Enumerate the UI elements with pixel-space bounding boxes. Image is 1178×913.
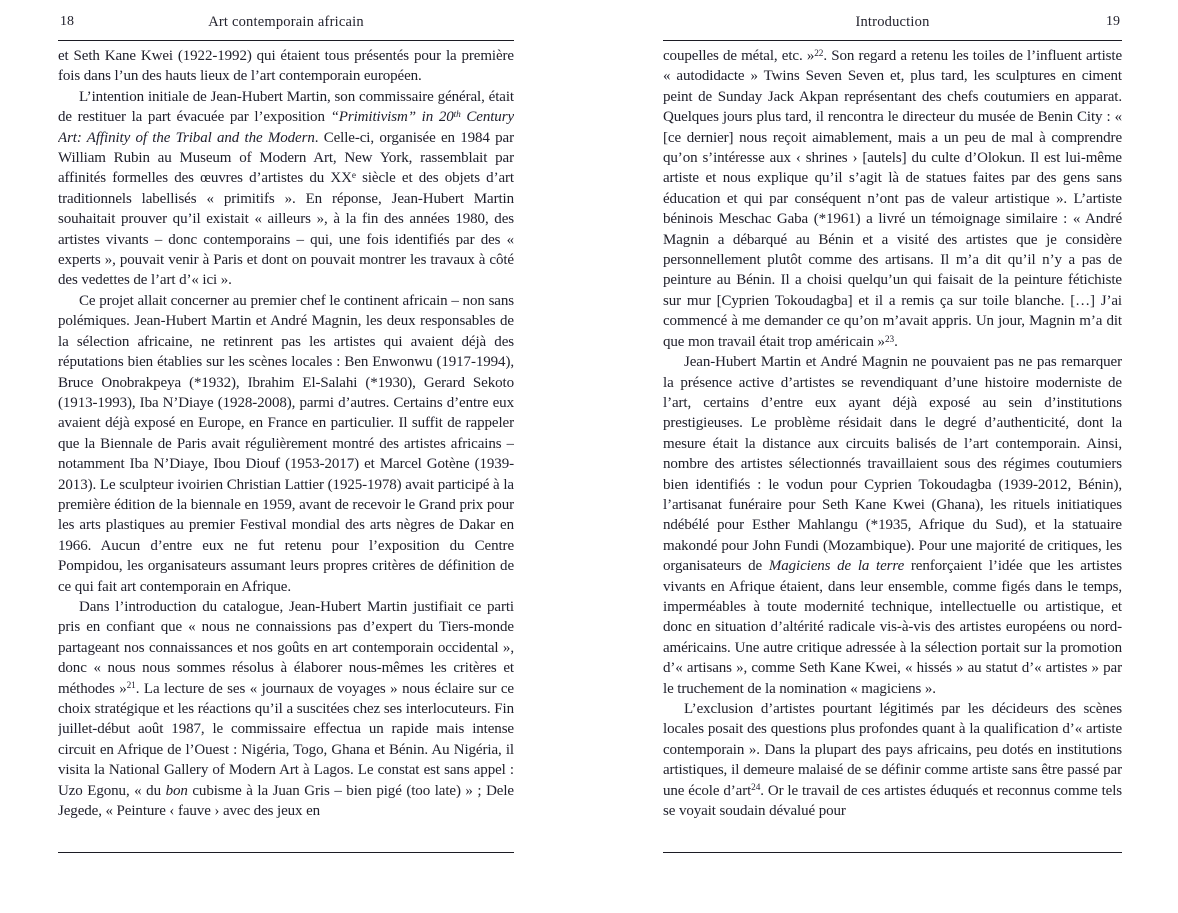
page-number: 19 bbox=[1106, 14, 1120, 29]
text-run: th bbox=[453, 110, 461, 121]
running-head: Art contemporain africain bbox=[208, 14, 364, 30]
page-right bbox=[663, 0, 1122, 913]
text-run: renforçaient l’idée que les artistes vivants en Afrique étaient, dans leur ensemble, comme figés dans le temps, imperméables à toute modernité technique, intellectuelle ou artistique, et donc en situation d’altérité radicale vis-à-vis des artistes européens ou nord-américains. Une autre critique adressée à la sélection portait sur la promotion d’« artisans », comme Seth Kane Kwei, « hissés » au statut d’« artistes » par le truchement de la nomination « magiciens ». bbox=[663, 558, 1122, 697]
text-run: Century Art: Affinity of the Tribal and the Modern bbox=[58, 109, 514, 146]
header-rule bbox=[663, 40, 1122, 41]
text-run: cubisme à la Juan Gris – bien pigé (too late) » ; Dele Jegede, « Peinture ‹ fauve › avec des jeux en bbox=[58, 782, 514, 820]
running-head: Introduction bbox=[855, 14, 930, 30]
text-run: Jean-Hubert Martin et André Magnin ne pouvaient pas ne pas remarquer la présence active d’artistes se revendiquant d’une histoire moderniste de l’art, certains d’entre eux ayant déjà exposé au sein d’institutions prestigieuses. Le problème résidait dans le degré d’authenticité, dont la mesure était la distance aux circuits balisés de l’art contemporain. Ainsi, nombre des artistes sélectionnés travaillaient sous des régimes coutumiers bien identifiés : le vodun pour Cyprien Tokoudagba (1939-2012, Bénin), l’artisanat funéraire pour Seth Kane Kwei (Ghana), les rituels initiatiques ndébélé pour Esther Mahlangu (*1935, Afrique du Sud), et la statuaire makondé pour John Fundi (Mozambique). Pour une majorité de critiques, les organisateurs de bbox=[663, 354, 1122, 575]
text-run: . Or le travail de ces artistes éduqués et reconnus comme tels se voyait soudain dévalué pour bbox=[663, 782, 1122, 820]
text-run: Dans l’introduction du catalogue, Jean-Hubert Martin justifiait ce parti pris en confiant que « nous ne connaissions pas d’expert du Tiers-monde partageant nos connaissances et nos goûts en art contemporain occidental », donc « nous nous sommes résolus à élaborer nous-mêmes les critères et méthodes » bbox=[58, 598, 514, 697]
text-run: . Son regard a retenu les toiles de l’influent artiste « autodidacte » Twins Seven Seven et, plus tard, les sculptures en ciment peint de Sunday Jack Akpan représentant des chefs coutumiers en apparat. Quelques jours plus tard, il rencontra le directeur du musée de Benin City : « [ce dernier] nous reçoit aimablement, mais a un peu de mal à comprendre qu’on s’intéresse aux ‹ shrines › [autels] du culte d’Olokun. Il est lui-même artiste et nous explique qu’il s’agit là de statues faites par des gens sans éducation et qui par conséquent n’ont pas de valeur artistique ». L’artiste béninois Meschac Gaba (*1961) a livré un témoignage similaire : « André Magnin a débarqué au Bénin et a visité des artistes que je considère personnellement plutôt comme des artisans. Il m’a dit qu’il n’y a pas de peinture au Bénin. Il a choisi quelqu’un qui faisait de la peinture fétichiste sur mur [Cyprien Tokoudagba] et il a remis ça sur toile blanche. […] J’ai commencé à me demander ce qu’on m’avait appris. Un jour, Magnin m’a dit que mon travail était trop américain » bbox=[663, 48, 1122, 350]
text-run: 24 bbox=[751, 783, 761, 794]
text-run: coupelles de métal, etc. » bbox=[663, 48, 815, 64]
footer-rule bbox=[663, 852, 1122, 853]
paragraph bbox=[663, 699, 1122, 821]
page-body bbox=[58, 46, 514, 845]
text-run: L’intention initiale de Jean-Hubert Martin, son commissaire général, était de restituer la part évacuée par l’exposition bbox=[58, 88, 514, 126]
text-run: . La lecture de ses « journaux de voyages » nous éclaire sur ce choix stratégique et les réactions qu’il a suscitées chez ses interlocuteurs. Fin juillet-début août 1987, le commissaire effectua un rapide mais intense circuit en Afrique de l’Ouest : Nigéria, Togo, Ghana et Bénin. Au Nigéria, il visita la National Gallery of Modern Art à Lagos. Le constat est sans appel : Uzo Egonu, « du bbox=[58, 680, 514, 799]
paragraph bbox=[663, 46, 1122, 352]
paragraph bbox=[58, 46, 514, 87]
header-rule bbox=[58, 40, 514, 41]
text-run: . bbox=[894, 333, 898, 350]
page-number: 18 bbox=[60, 14, 74, 29]
text-run: L’exclusion d’artistes pourtant légitimés par les décideurs des scènes locales posait des questions plus profondes quant à la qualification d’« artiste contemporain ». Dans la plupart des pays africains, peu dotés en institutions artistiques, il demeure malaisé de se définir comme artiste sans être passé par une école d’art bbox=[663, 701, 1122, 799]
text-run: 23 bbox=[884, 334, 895, 345]
text-run: bon bbox=[165, 782, 188, 799]
paragraph bbox=[58, 597, 514, 821]
page-header bbox=[663, 14, 1122, 34]
page-header bbox=[58, 14, 514, 34]
page-left bbox=[58, 0, 514, 913]
text-run: Ce projet allait concerner au premier chef le continent africain – non sans polémiques. Jean-Hubert Martin et André Magnin, les deux responsables de la sélection africaine, ne retinrent pas les artistes qui avaient déjà des réputations bien établies sur les scènes locales : Ben Enwonwu (1917-1994), Bruce Onobrakpeya (*1932), Ibrahim El-Salahi (*1930), Gerard Sekoto (1913-1993), Iba N’Diaye (1928-2008), parmi d’autres. Certains d’entre eux avaient déjà exposé en Europe, en France en particulier. Il suffit de rappeler que la Biennale de Paris avait régulièrement montré des artistes africains – notamment Iba N’Diaye, Ibou Diouf (1953-2017) et Marcel Gotène (1939-2013). Le sculpteur ivoirien Christian Lattier (1925-1978) avait participé à la première édition de la biennale en 1959, avant de recevoir le Grand prix pour les arts plastiques au premier Festival mondial des arts nègres de Dakar en 1966. Aucun d’entre eux ne fut retenu pour l’exposition du Centre Pompidou, les organisateurs assumant leurs propres critères de définition de ce qui fait art contemporain en Afrique. bbox=[58, 292, 514, 595]
text-run: 22 bbox=[814, 48, 824, 59]
text-run: . Celle-ci, organisée en 1984 par William Rubin au Museum of Modern Art, New York, rassemblait par affinités formelles des œuvres d’artistes du XX bbox=[58, 129, 514, 187]
text-run: e bbox=[351, 171, 356, 182]
text-run: et Seth Kane Kwei (1922-1992) qui étaient tous présentés pour la première fois dans l’un des hauts lieux de l’art contemporain européen. bbox=[58, 48, 514, 85]
text-run: Magiciens de la terre bbox=[768, 558, 905, 575]
page-body bbox=[663, 46, 1122, 845]
text-run: “Primitivism” in 20 bbox=[330, 109, 454, 126]
footer-rule bbox=[58, 852, 514, 853]
paragraph bbox=[58, 291, 514, 597]
text-run: 21 bbox=[126, 681, 136, 692]
paragraph bbox=[58, 87, 514, 291]
paragraph bbox=[663, 352, 1122, 699]
text-run: siècle et des objets d’art traditionnels labellisés « primitifs ». En réponse, Jean-Hubert Martin souhaitait prouver qu’il existait « ailleurs », à la fin des années 1980, des artistes vivants – donc contemporains – qui, une fois identifiés par des « experts », pouvait venir à Paris et dont on pouvait montrer les travaux à côté des vedettes de l’art d’« ici ». bbox=[58, 170, 514, 289]
